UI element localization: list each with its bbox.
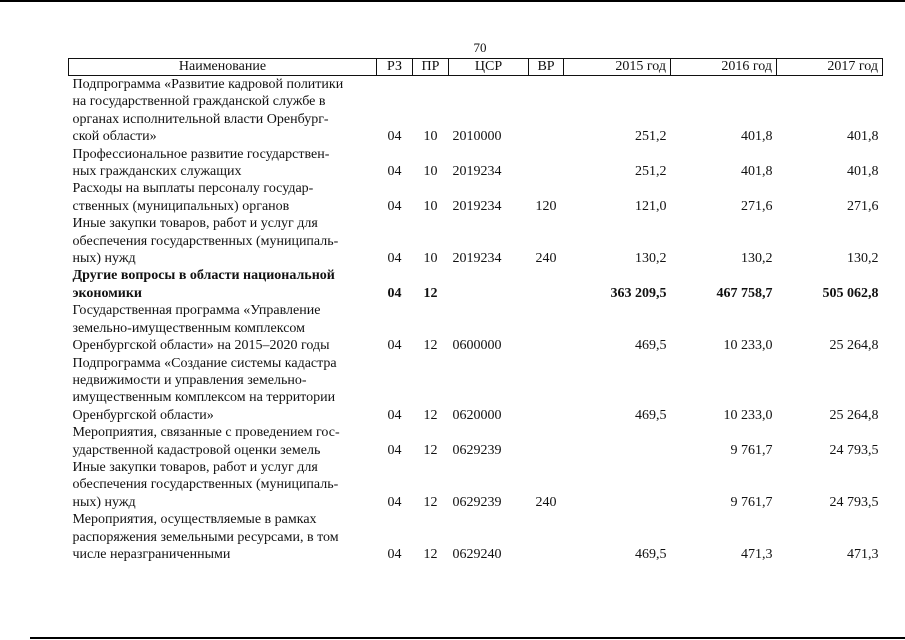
row-name-line: Оренбургской области» на 2015–2020 годы <box>72 338 330 354</box>
budget-table <box>68 58 883 563</box>
row-name <box>69 76 377 146</box>
row-rz: 04 <box>387 407 402 423</box>
row-rz: 04 <box>387 285 402 301</box>
col-header-name: Наименование <box>69 59 377 76</box>
table-row <box>69 511 883 563</box>
table-row <box>69 215 883 267</box>
col-header-rz: РЗ <box>377 59 413 76</box>
row-name-line: на государственной гражданской службе в <box>72 94 326 110</box>
row-name-line: Подпрограмма «Создание системы кадастра <box>72 355 337 371</box>
row-name <box>69 215 377 267</box>
row-rz: 04 <box>387 338 402 354</box>
row-pr: 12 <box>423 407 438 423</box>
row-name-line: ных гражданских служащих <box>72 164 242 180</box>
col-header-2016: 2016 год <box>671 59 777 76</box>
row-name-line: ской области» <box>72 129 157 145</box>
row-amount-2015: 251,2 <box>635 164 667 180</box>
row-pr: 10 <box>423 164 438 180</box>
row-amount-2015 <box>564 459 671 511</box>
row-name-line: Мероприятия, осуществляемые в рамках <box>72 512 317 528</box>
row-vr: 120 <box>535 198 557 214</box>
row-pr: 10 <box>423 129 438 145</box>
row-amount-2015 <box>564 424 671 459</box>
row-name <box>69 302 377 354</box>
row-name-line: Расходы на выплаты персоналу государ- <box>72 181 314 197</box>
row-amount-2017: 271,6 <box>847 198 879 214</box>
row-amount-2015: 251,2 <box>635 129 667 145</box>
table-header-row <box>69 59 883 76</box>
row-amount-2016: 9 761,7 <box>730 442 773 458</box>
row-name-line: органах исполнительной власти Оренбург- <box>72 111 329 127</box>
row-csr: 0629239 <box>452 442 502 458</box>
scan-top-border <box>0 0 905 2</box>
row-csr: 2010000 <box>452 129 502 145</box>
row-pr: 12 <box>423 494 438 510</box>
row-name <box>69 424 377 459</box>
row-amount-2015: 363 209,5 <box>610 285 667 301</box>
row-name-line: ных) нужд <box>72 251 136 267</box>
row-name <box>69 355 377 425</box>
row-vr <box>529 355 564 425</box>
row-rz: 04 <box>387 442 402 458</box>
table-row <box>69 267 883 302</box>
row-amount-2015: 121,0 <box>635 198 667 214</box>
row-pr: 12 <box>423 338 438 354</box>
row-name <box>69 459 377 511</box>
row-amount-2017: 401,8 <box>847 129 879 145</box>
row-name-line: распоряжения земельными ресурсами, в том <box>72 529 339 545</box>
row-amount-2016: 10 233,0 <box>723 407 773 423</box>
row-csr: 2019234 <box>452 164 502 180</box>
row-amount-2017: 401,8 <box>847 164 879 180</box>
row-name-line: земельно-имущественным комплексом <box>72 320 305 336</box>
row-name-line: Мероприятия, связанные с проведением гос- <box>72 425 340 441</box>
row-name-line: недвижимости и управления земельно- <box>72 372 307 388</box>
row-name <box>69 146 377 181</box>
row-csr: 0620000 <box>452 407 502 423</box>
table-row <box>69 355 883 425</box>
row-csr: 0600000 <box>452 338 502 354</box>
row-amount-2017: 24 793,5 <box>829 442 879 458</box>
row-name-line: экономики <box>72 285 142 301</box>
row-pr: 10 <box>423 251 438 267</box>
row-rz: 04 <box>387 129 402 145</box>
row-amount-2017: 471,3 <box>847 546 879 562</box>
row-rz: 04 <box>387 494 402 510</box>
row-amount-2016: 471,3 <box>741 546 773 562</box>
row-pr: 10 <box>423 198 438 214</box>
table-body <box>69 76 883 564</box>
row-amount-2017: 130,2 <box>847 251 879 267</box>
table-row <box>69 424 883 459</box>
row-pr: 12 <box>423 285 438 301</box>
row-vr <box>529 267 564 302</box>
row-csr: 0629239 <box>452 494 502 510</box>
row-name-line: обеспечения государственных (муниципаль- <box>72 477 339 493</box>
row-amount-2017: 25 264,8 <box>829 407 879 423</box>
col-header-pr: ПР <box>413 59 449 76</box>
row-amount-2015: 469,5 <box>635 407 667 423</box>
row-name-line: Профессиональное развитие государствен- <box>72 146 330 162</box>
row-name-line: ных) нужд <box>72 494 136 510</box>
col-header-csr: ЦСР <box>449 59 529 76</box>
row-vr <box>529 76 564 146</box>
row-name-line: Другие вопросы в области национальной <box>72 268 335 284</box>
row-amount-2015: 469,5 <box>635 546 667 562</box>
row-amount-2016: 271,6 <box>741 198 773 214</box>
row-vr <box>529 511 564 563</box>
row-amount-2016: 467 758,7 <box>716 285 773 301</box>
row-amount-2016: 9 761,7 <box>730 494 773 510</box>
scan-bottom-border <box>30 637 905 639</box>
row-name-line: Государственная программа «Управление <box>72 303 321 319</box>
row-amount-2015: 130,2 <box>635 251 667 267</box>
row-rz: 04 <box>387 546 402 562</box>
row-name-line: Оренбургской области» <box>72 407 214 423</box>
row-csr: 2019234 <box>452 251 502 267</box>
row-rz: 04 <box>387 251 402 267</box>
row-name-line: Подпрограмма «Развитие кадровой политики <box>72 77 344 92</box>
row-rz: 04 <box>387 164 402 180</box>
row-amount-2017: 25 264,8 <box>829 338 879 354</box>
row-name <box>69 180 377 215</box>
row-name-line: Иные закупки товаров, работ и услуг для <box>72 216 318 232</box>
row-vr <box>529 146 564 181</box>
row-pr: 12 <box>423 442 438 458</box>
col-header-2015: 2015 год <box>564 59 671 76</box>
row-vr: 240 <box>535 494 557 510</box>
row-vr <box>529 424 564 459</box>
row-amount-2016: 401,8 <box>741 129 773 145</box>
row-amount-2017: 24 793,5 <box>829 494 879 510</box>
row-vr <box>529 302 564 354</box>
row-vr: 240 <box>535 251 557 267</box>
row-pr: 12 <box>423 546 438 562</box>
page-number: 70 <box>473 40 487 55</box>
col-header-vr: ВР <box>529 59 564 76</box>
row-amount-2016: 401,8 <box>741 164 773 180</box>
row-name <box>69 511 377 563</box>
row-csr: 0629240 <box>452 546 502 562</box>
table-row <box>69 146 883 181</box>
row-csr: 2019234 <box>452 198 502 214</box>
row-amount-2017: 505 062,8 <box>822 285 879 301</box>
row-rz: 04 <box>387 198 402 214</box>
row-amount-2016: 130,2 <box>741 251 773 267</box>
row-name-line: ственных (муниципальных) органов <box>72 198 290 214</box>
row-name-line: имущественным комплексом на территории <box>72 390 336 406</box>
table-row <box>69 180 883 215</box>
row-name-line: обеспечения государственных (муниципаль- <box>72 233 339 249</box>
row-name-line: Иные закупки товаров, работ и услуг для <box>72 459 318 475</box>
row-name <box>69 267 377 302</box>
row-csr <box>449 267 529 302</box>
row-amount-2015: 469,5 <box>635 338 667 354</box>
col-header-2017: 2017 год <box>777 59 883 76</box>
row-name-line: ударственной кадастровой оценки земель <box>72 442 321 458</box>
row-name-line: числе неразграниченными <box>72 546 231 562</box>
table-row <box>69 76 883 146</box>
row-amount-2016: 10 233,0 <box>723 338 773 354</box>
table-row <box>69 459 883 511</box>
table-row <box>69 302 883 354</box>
